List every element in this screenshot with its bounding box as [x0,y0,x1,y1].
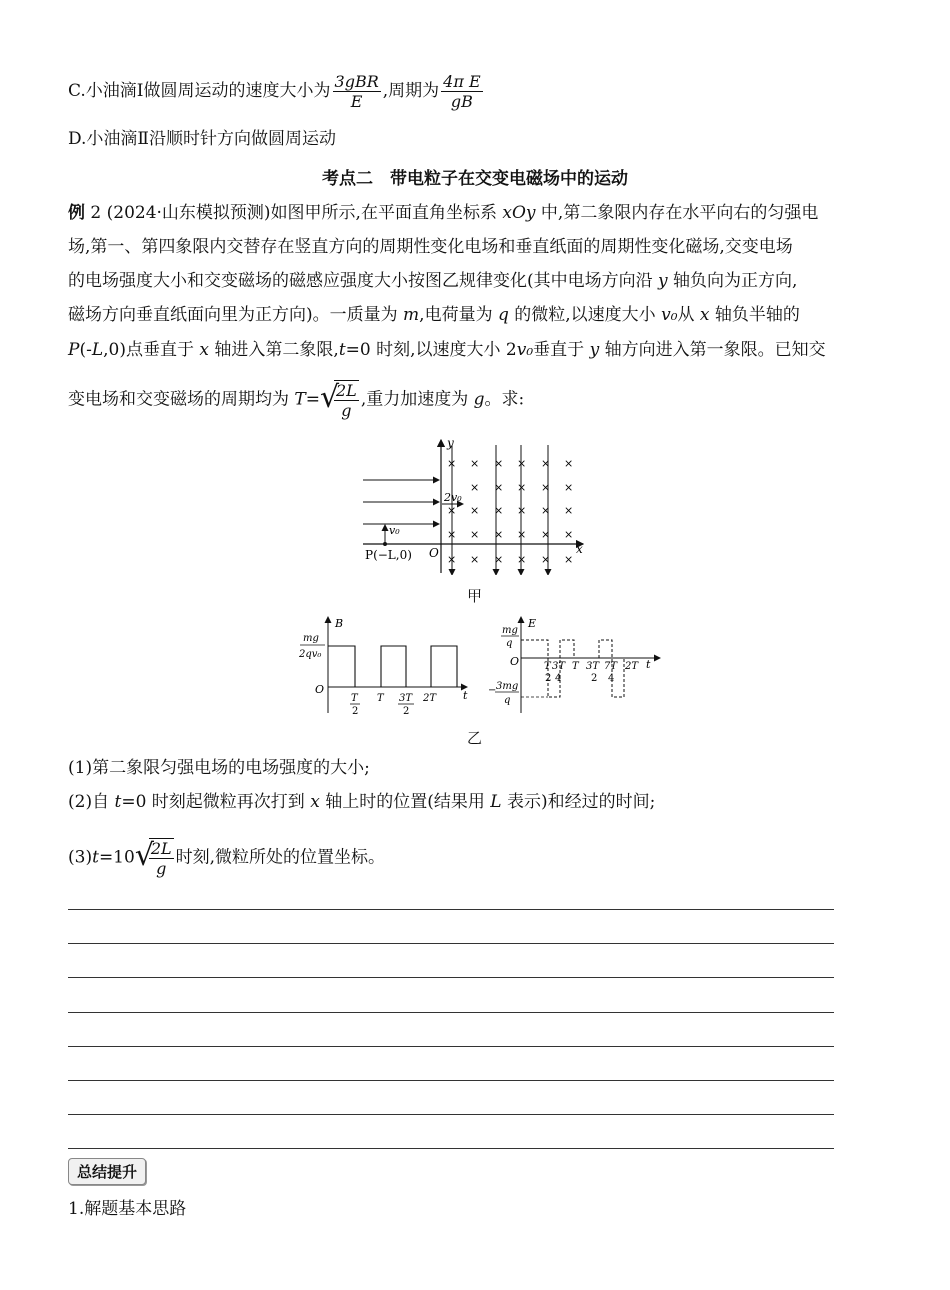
cross: × [541,481,551,494]
text: =0 时刻,以速度大小 2 [345,340,517,360]
cross: × [564,504,574,517]
e-neg-numerator: 3mg [496,681,519,692]
cross: × [517,504,527,517]
cross: × [494,457,504,470]
period-fraction [441,72,482,111]
cross: × [564,528,574,541]
origin-label: O [429,546,439,560]
cross: × [494,481,504,494]
e-pos-denominator: q [506,638,513,649]
e-axis-label: E [528,617,537,630]
var-m: m [403,305,420,325]
tick-label: 2T [423,693,437,704]
var-p: P [68,340,80,360]
answer-line[interactable] [68,1080,834,1081]
var-x: x [199,340,209,360]
b-level-denominator: 2qv₀ [299,649,322,660]
var-l: L [91,340,104,360]
tick-label: 2 [545,673,552,684]
cross: × [494,528,504,541]
origin-label: O [315,683,325,696]
cross: × [447,528,457,541]
sqrt-icon: √ [320,380,340,415]
tick-label: 2 [403,706,410,717]
var-t-period: T [294,389,306,410]
2v0-label: 2v₀ [444,491,462,504]
tick-label: T [544,661,551,672]
sqrt-period [320,380,361,420]
text: 如图甲所示,在平面直角坐标系 [270,203,503,223]
text: = [305,389,320,410]
subsection-title: 1.解题基本思路 [68,1199,187,1219]
tick-label: 3T [552,661,566,672]
b-level-numerator: mg [303,633,319,644]
point-p [383,542,387,546]
speed-denominator: E [350,92,363,111]
cross: × [564,481,574,494]
text: (2)自 [68,792,115,812]
text: ,重力加速度为 [360,389,474,410]
cross: × [541,553,551,566]
tick-label: 4 [555,673,562,684]
var-x: x [699,305,710,325]
var-v0: v₀ [516,340,534,360]
example-line-3 [68,269,797,293]
option-d: D.小油滴Ⅱ沿顺时针方向做圆周运动 [68,129,336,149]
cross: × [564,553,574,566]
text: 变电场和交变磁场的周期均为 [68,389,295,410]
text: 时刻,微粒所处的位置坐标。 [175,847,386,868]
figure-b-bt [295,613,475,718]
y-axis-label: y [447,436,454,450]
tick-label: T [377,693,384,704]
example-line-4 [68,303,800,327]
tick-label: 3T [399,693,413,704]
cross: × [494,504,504,517]
speed-numerator: 3gBR [334,72,379,91]
var-x: x [310,792,320,812]
cross: × [517,457,527,470]
option-c [68,72,485,111]
cross: × [470,481,480,494]
cross: × [447,504,457,517]
example-source: 2 (2024·山东模拟预测) [90,203,271,223]
e-neg-denominator: q [504,695,511,706]
sqrt-denominator: g [156,859,167,878]
answer-line[interactable] [68,977,834,978]
text: =10 [98,847,135,868]
var-g: g [473,389,485,410]
var-t: t [338,340,346,360]
tick-label: 2T [625,661,639,672]
e-pos-numerator: mg [502,625,518,636]
answer-line[interactable] [68,1046,834,1047]
cross: × [494,553,504,566]
text: 。求: [484,389,525,410]
tick-label: 4 [608,673,615,684]
text: 轴上时的位置(结果用 [319,792,491,812]
text: 表示)和经过的时间; [501,792,656,812]
var-y: y [658,271,668,291]
text: 垂直于 [533,340,590,360]
cross: × [517,481,527,494]
tick-label: T [572,661,579,672]
tick-label: T [351,693,358,704]
cross: × [541,504,551,517]
x-axis-label: x [576,542,583,556]
answer-line[interactable] [68,909,834,910]
question-3 [68,838,385,878]
tick-label: 2 [591,673,598,684]
text: ,电荷量为 [419,305,498,325]
answer-line[interactable] [68,1114,834,1115]
option-c-mid: ,周期为 [382,81,440,101]
text: 磁场方向垂直纸面向里为正方向)。一质量为 [68,305,404,325]
cross: × [517,553,527,566]
text: 轴进入第二象限, [209,340,339,360]
sqrt-numerator: 2L [336,381,357,400]
b-axis-label: B [335,617,344,630]
figure-b-caption: 乙 [467,729,483,747]
question-2 [68,790,655,814]
cross: × [470,457,480,470]
sqrt-time [135,838,176,878]
example-line-6 [68,380,524,420]
option-c-prefix: C.小油滴Ⅰ做圆周运动的速度大小为 [68,81,331,101]
figure-a-caption: 甲 [467,587,483,605]
b-waveform [328,646,457,687]
text: 的电场强度大小和交变磁场的磁感应强度大小按图乙规律变化(其中电场方向沿 [68,271,659,291]
example-line-5 [68,338,826,362]
text: 轴方向进入第一象限。已知交 [599,340,826,360]
origin-label: O [510,655,520,668]
t-axis-label: t [463,689,468,702]
speed-fraction [333,72,381,111]
cross: × [447,553,457,566]
summary-badge: 总结提升 [68,1158,146,1185]
cross: × [541,528,551,541]
var-t: t [92,847,99,868]
tick-label: 3T [586,661,600,672]
sqrt-denominator: g [341,401,352,420]
text: 的微粒,以速度大小 [508,305,662,325]
cross: × [470,528,480,541]
cross: × [564,457,574,470]
text: ,0)点垂直于 [103,340,200,360]
sqrt-numerator: 2L [150,839,172,858]
text: =0 时刻起微粒再次打到 [121,792,311,812]
text: 轴负向为正方向, [667,271,798,291]
var-q: q [497,305,509,325]
period-denominator: gB [450,92,473,111]
var-l: L [490,792,502,812]
text: 轴负半轴的 [709,305,800,325]
question-1: (1)第二象限匀强电场的电场强度的大小; [68,758,370,778]
text: 从 [677,305,700,325]
answer-line[interactable] [68,943,834,944]
cross: × [470,553,480,566]
text: (3) [68,847,93,868]
period-numerator: 4π E [443,72,481,91]
figure-a [355,435,595,575]
var-t: t [114,792,122,812]
magnetic-field-crosses [447,457,573,566]
cross: × [541,457,551,470]
text: (- [79,340,92,360]
tick-label: 2 [352,706,359,717]
example-line-1 [68,201,818,225]
answer-line[interactable] [68,1012,834,1013]
point-p-label: P(−L,0) [365,548,412,562]
answer-line[interactable] [68,1148,834,1149]
example-line-2: 场,第一、第四象限内交替存在竖直方向的周期性变化电场和垂直纸面的周期性变化磁场,交变电场 [68,237,793,257]
minus-sign: − [488,685,497,696]
var-xoy: xOy [502,203,536,223]
text: 中,第二象限内存在水平向右的匀强电 [535,203,819,223]
example-label: 例 [68,203,85,223]
tick-label: 7T [604,661,618,672]
cross: × [447,457,457,470]
section-heading: 考点二 带电粒子在交变电磁场中的运动 [322,169,628,189]
var-v0: v₀ [661,305,678,325]
sqrt-icon: √ [134,838,154,873]
figure-b-et [488,613,668,718]
var-y: y [589,340,600,360]
cross: × [517,528,527,541]
t-axis-label: t [646,658,651,671]
v0-label: v₀ [389,524,400,537]
cross: × [470,504,480,517]
